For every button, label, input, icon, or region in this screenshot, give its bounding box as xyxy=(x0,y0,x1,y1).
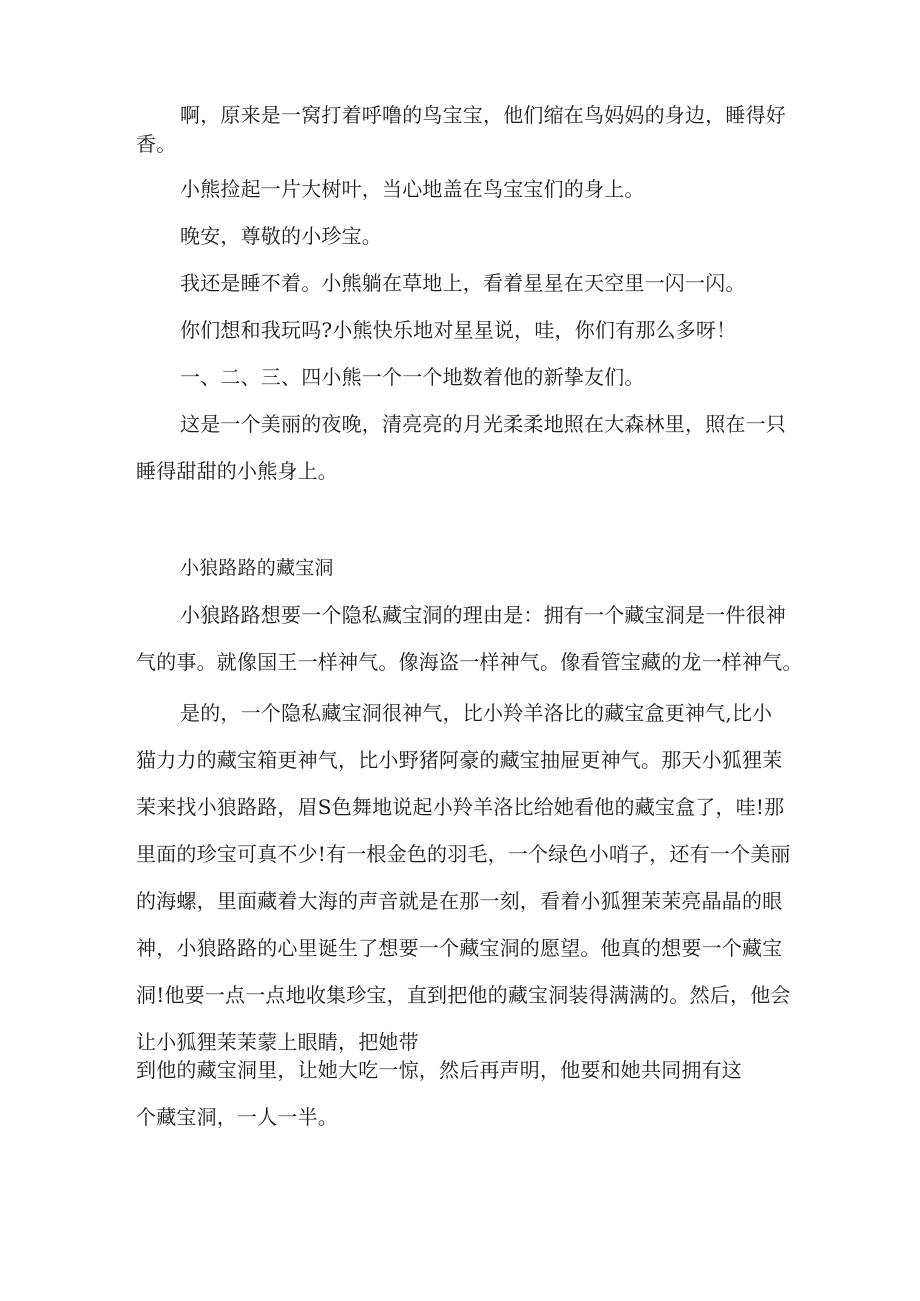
story1-paragraph-7-line-2: 睡得甜甜的小熊身上。 xyxy=(136,459,338,483)
story2-title: 小狼路路的藏宝洞 xyxy=(180,557,334,579)
story1-paragraph-7-line-1: 这是一个美丽的夜晚，清亮亮的月光柔柔地照在大森林里，照在一只 xyxy=(180,412,786,436)
story2-paragraph-2-line-3: 茉来找小狼路路，眉S色舞地说起小羚羊洛比给她看他的藏宝盒了，哇!那 xyxy=(136,795,785,819)
story2-paragraph-2-line-10: 个藏宝洞，一人一半。 xyxy=(136,1105,338,1129)
story1-paragraph-5: 你们想和我玩吗?小熊快乐地对星星说，哇，你们有那么多呀！ xyxy=(180,318,737,342)
story2-paragraph-2-line-4: 里面的珍宝可真不少!有一根金色的羽毛，一个绿色小哨子，还有一个美丽 xyxy=(136,842,791,866)
story2-paragraph-2-line-1: 是的，一个隐私藏宝洞很神气，比小羚羊洛比的藏宝盒更神气,比小 xyxy=(180,701,773,725)
story2-paragraph-2-line-5: 的海螺，里面藏着大海的声音就是在那一刻，看着小狐狸茉茉亮晶晶的眼 xyxy=(136,889,783,913)
story1-paragraph-6: 一、二、三、四小熊一个一个地数着他的新挚友们。 xyxy=(180,365,645,389)
story1-paragraph-3: 晚安，尊敬的小珍宝。 xyxy=(180,224,382,248)
story1-paragraph-2: 小熊捡起一片大树叶，当心地盖在鸟宝宝们的身上。 xyxy=(180,177,645,201)
story2-paragraph-2-line-8: 让小狐狸茉茉蒙上眼睛，把她带 xyxy=(136,1030,419,1054)
story1-paragraph-1-line-1: 啊，原来是一窝打着呼噜的鸟宝宝，他们缩在鸟妈妈的身边，睡得好 xyxy=(180,103,786,127)
story2-paragraph-2-line-7: 洞!他要一点一点地收集珍宝，直到把他的藏宝洞装得满满的。然后，他会 xyxy=(136,983,791,1007)
story2-paragraph-2-line-6: 神，小狼路路的心里诞生了想要一个藏宝洞的愿望。他真的想要一个藏宝 xyxy=(136,936,783,960)
story2-paragraph-1-line-1: 小狼路路想要一个隐私藏宝洞的理由是：拥有一个藏宝洞是一件很神 xyxy=(180,603,786,627)
story2-paragraph-1-line-2: 气的事。就像国王一样神气。像海盗一样神气。像看管宝藏的龙一样神气。 xyxy=(136,650,803,674)
story2-paragraph-2-line-2: 猫力力的藏宝箱更神气，比小野猪阿豪的藏宝抽屉更神气。那天小狐狸茉 xyxy=(136,748,783,772)
story1-paragraph-4: 我还是睡不着。小熊躺在草地上，看着星星在天空里一闪一闪。 xyxy=(180,271,746,295)
story2-paragraph-2-line-9: 到他的藏宝洞里，让她大吃一惊，然后再声明，他要和她共同拥有这 xyxy=(136,1058,742,1082)
story1-paragraph-1-line-2: 香。 xyxy=(136,132,177,156)
